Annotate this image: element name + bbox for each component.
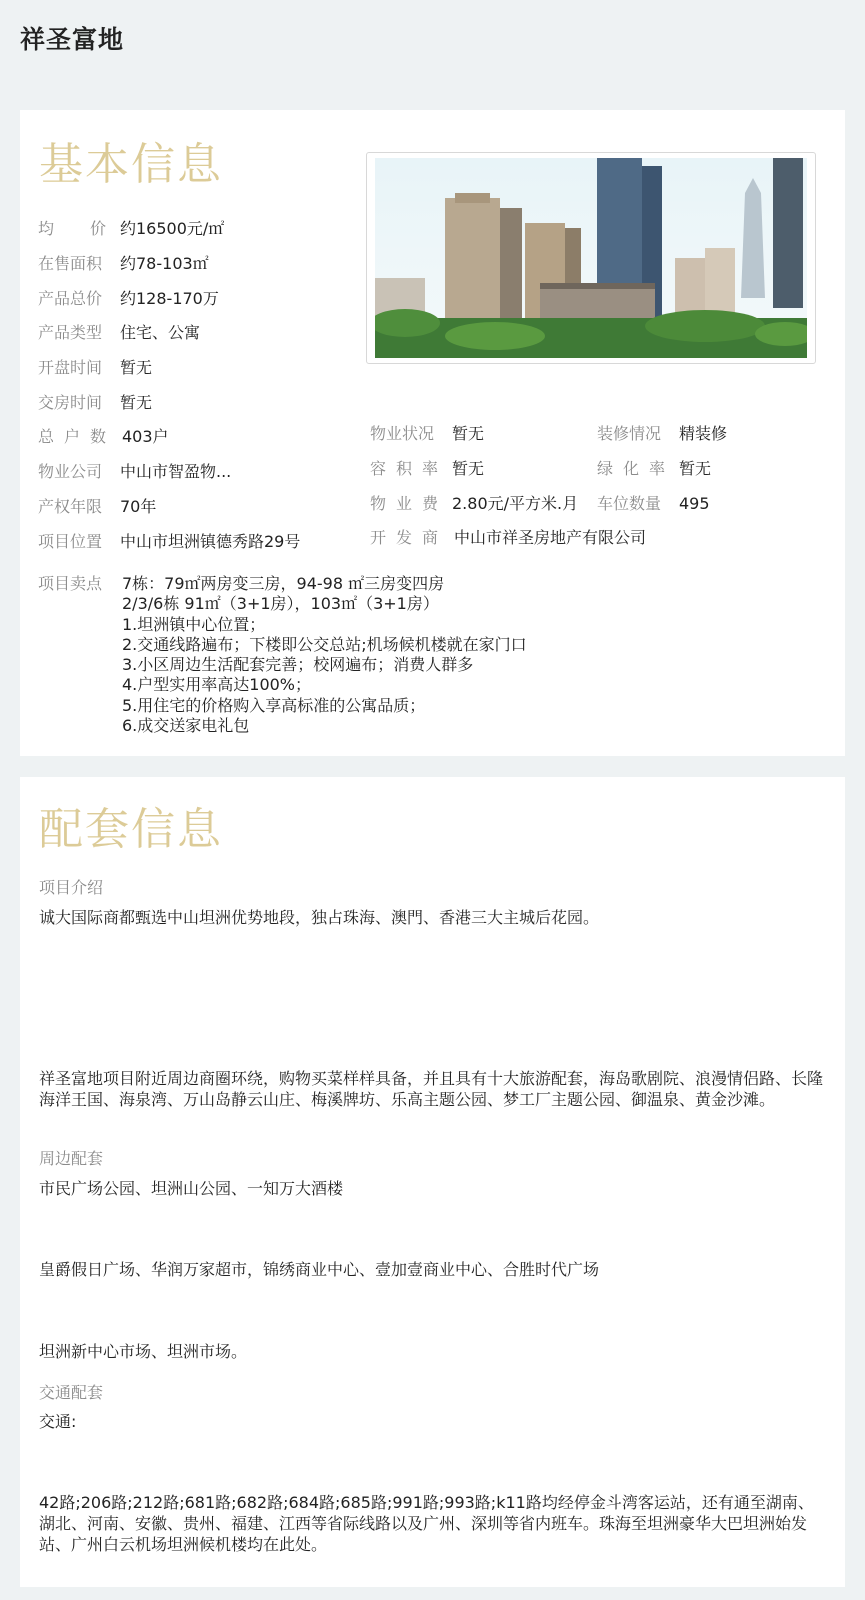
facilities-title: 配套信息 <box>39 804 223 855</box>
field-developer <box>370 527 646 549</box>
building-image <box>375 158 807 358</box>
traffic-label: 交通配套 <box>39 1383 104 1402</box>
field-label: 开发商 <box>370 528 438 547</box>
field-value: 70年 <box>120 497 157 516</box>
basic-info-title: 基本信息 <box>39 139 223 190</box>
field-value: 2.80元/平方米.月 <box>452 494 579 513</box>
selling-points-lines <box>122 574 682 736</box>
selling-points-label: 项目卖点 <box>38 574 103 593</box>
field-value: 暂无 <box>120 393 153 412</box>
field-label: 绿化率 <box>597 459 665 478</box>
field-households <box>38 426 169 448</box>
traffic-paragraph: 42路;206路;212路;681路;682路;684路;685路;991路;993路;k11路均经停金斗湾客运站，还有通至湖南、湖北、河南、安徽、贵州、福建、江西等省际线路以及广州、深圳等省内班车。珠海至坦洲豪华大巴坦洲始发站、广州白云机场坦洲候机楼均在此处。 <box>39 1493 814 1554</box>
field-label: 装修情况 <box>597 424 662 443</box>
field-value: 中山市祥圣房地产有限公司 <box>454 528 647 547</box>
field-label: 容积率 <box>370 459 438 478</box>
selling-point-line: 1.坦洲镇中心位置； <box>122 614 266 634</box>
intro-paragraph: 祥圣富地项目附近周边商圈环绕，购物买菜样样具备，并且具有十大旅游配套，海岛歌剧院、浪漫情侣路、长隆海洋王国、海泉湾、万山岛静云山庄、梅溪牌坊、乐高主题公园、梦工厂主题公园、御温泉、黄金沙滩。 <box>39 1069 824 1109</box>
field-value: 中山市智盈物... <box>120 462 232 481</box>
field-label: 物业状况 <box>370 424 435 443</box>
field-label: 物业公司 <box>38 462 103 481</box>
field-value: 住宅、公寓 <box>120 323 201 342</box>
field-label: 产权年限 <box>38 497 103 516</box>
field-value: 暂无 <box>120 358 153 377</box>
intro-label: 项目介绍 <box>39 878 104 897</box>
field-label: 开盘时间 <box>38 358 103 377</box>
field-product-type <box>38 322 200 344</box>
selling-point-line: 4.户型实用率高达100%； <box>122 675 312 695</box>
field-value: 约128-170万 <box>120 289 219 308</box>
field-location[interactable] <box>38 531 300 553</box>
selling-point-line: 3.小区周边生活配套完善；校网遍布；消费人群多 <box>122 655 474 675</box>
field-value: 约16500元/㎡ <box>120 219 225 238</box>
field-property-years <box>38 496 156 518</box>
field-sale-area <box>38 253 209 275</box>
field-label: 物业费 <box>370 494 438 513</box>
intro-paragraph: 诚大国际商都甄选中山坦洲优势地段，独占珠海、澳門、香港三大主城后花园。 <box>39 908 600 927</box>
page-title: 祥圣富地 <box>20 25 125 54</box>
field-label: 产品总价 <box>38 289 103 308</box>
facilities-card <box>20 777 845 1587</box>
field-decoration <box>597 423 727 445</box>
field-label: 交房时间 <box>38 393 103 412</box>
field-value: 暂无 <box>452 459 485 478</box>
field-property-status <box>370 423 484 445</box>
field-value: 中山市坦洲镇德秀路29号 <box>120 532 301 551</box>
basic-info-card <box>20 110 845 756</box>
field-total-price <box>38 288 219 310</box>
field-label: 均价 <box>38 219 106 238</box>
building-photo[interactable] <box>366 152 816 364</box>
surround-paragraph: 坦洲新中心市场、坦洲市场。 <box>39 1342 248 1361</box>
field-property-fee <box>370 493 578 515</box>
field-label: 车位数量 <box>597 494 662 513</box>
selling-point-line: 5.用住宅的价格购入享高标准的公寓品质； <box>122 695 426 715</box>
field-value: 暂无 <box>452 424 485 443</box>
selling-point-line: 2/3/6栋 91㎡（3+1房），103㎡（3+1房） <box>122 594 439 614</box>
field-property-company[interactable] <box>38 461 231 483</box>
traffic-paragraph: 交通: <box>39 1412 77 1431</box>
selling-point-line: 6.成交送家电礼包 <box>122 716 250 736</box>
selling-point-line: 2.交通线路遍布；下楼即公交总站;机场候机楼就在家门口 <box>122 634 527 654</box>
field-value: 精装修 <box>679 424 728 443</box>
surround-paragraph: 市民广场公园、坦洲山公园、一知万大酒楼 <box>39 1179 344 1198</box>
field-open-time <box>38 357 152 379</box>
field-value: 495 <box>679 494 710 513</box>
field-label: 产品类型 <box>38 323 103 342</box>
field-value: 403户 <box>122 427 169 446</box>
field-label: 总户数 <box>38 427 106 446</box>
field-green-ratio <box>597 458 711 480</box>
field-value: 约78-103㎡ <box>120 254 209 273</box>
selling-point-line: 7栋：79㎡两房变三房，94-98 ㎡三房变四房 <box>122 574 445 593</box>
field-label: 项目位置 <box>38 532 103 551</box>
field-parking <box>597 493 710 515</box>
field-delivery-time <box>38 392 152 414</box>
surround-paragraph: 皇爵假日广场、华润万家超市，锦绣商业中心、壹加壹商业中心、合胜时代广场 <box>39 1260 600 1279</box>
field-label: 在售面积 <box>38 254 103 273</box>
field-plot-ratio <box>370 458 484 480</box>
field-avg-price <box>38 218 224 240</box>
field-value: 暂无 <box>679 459 712 478</box>
surround-label: 周边配套 <box>39 1149 104 1168</box>
